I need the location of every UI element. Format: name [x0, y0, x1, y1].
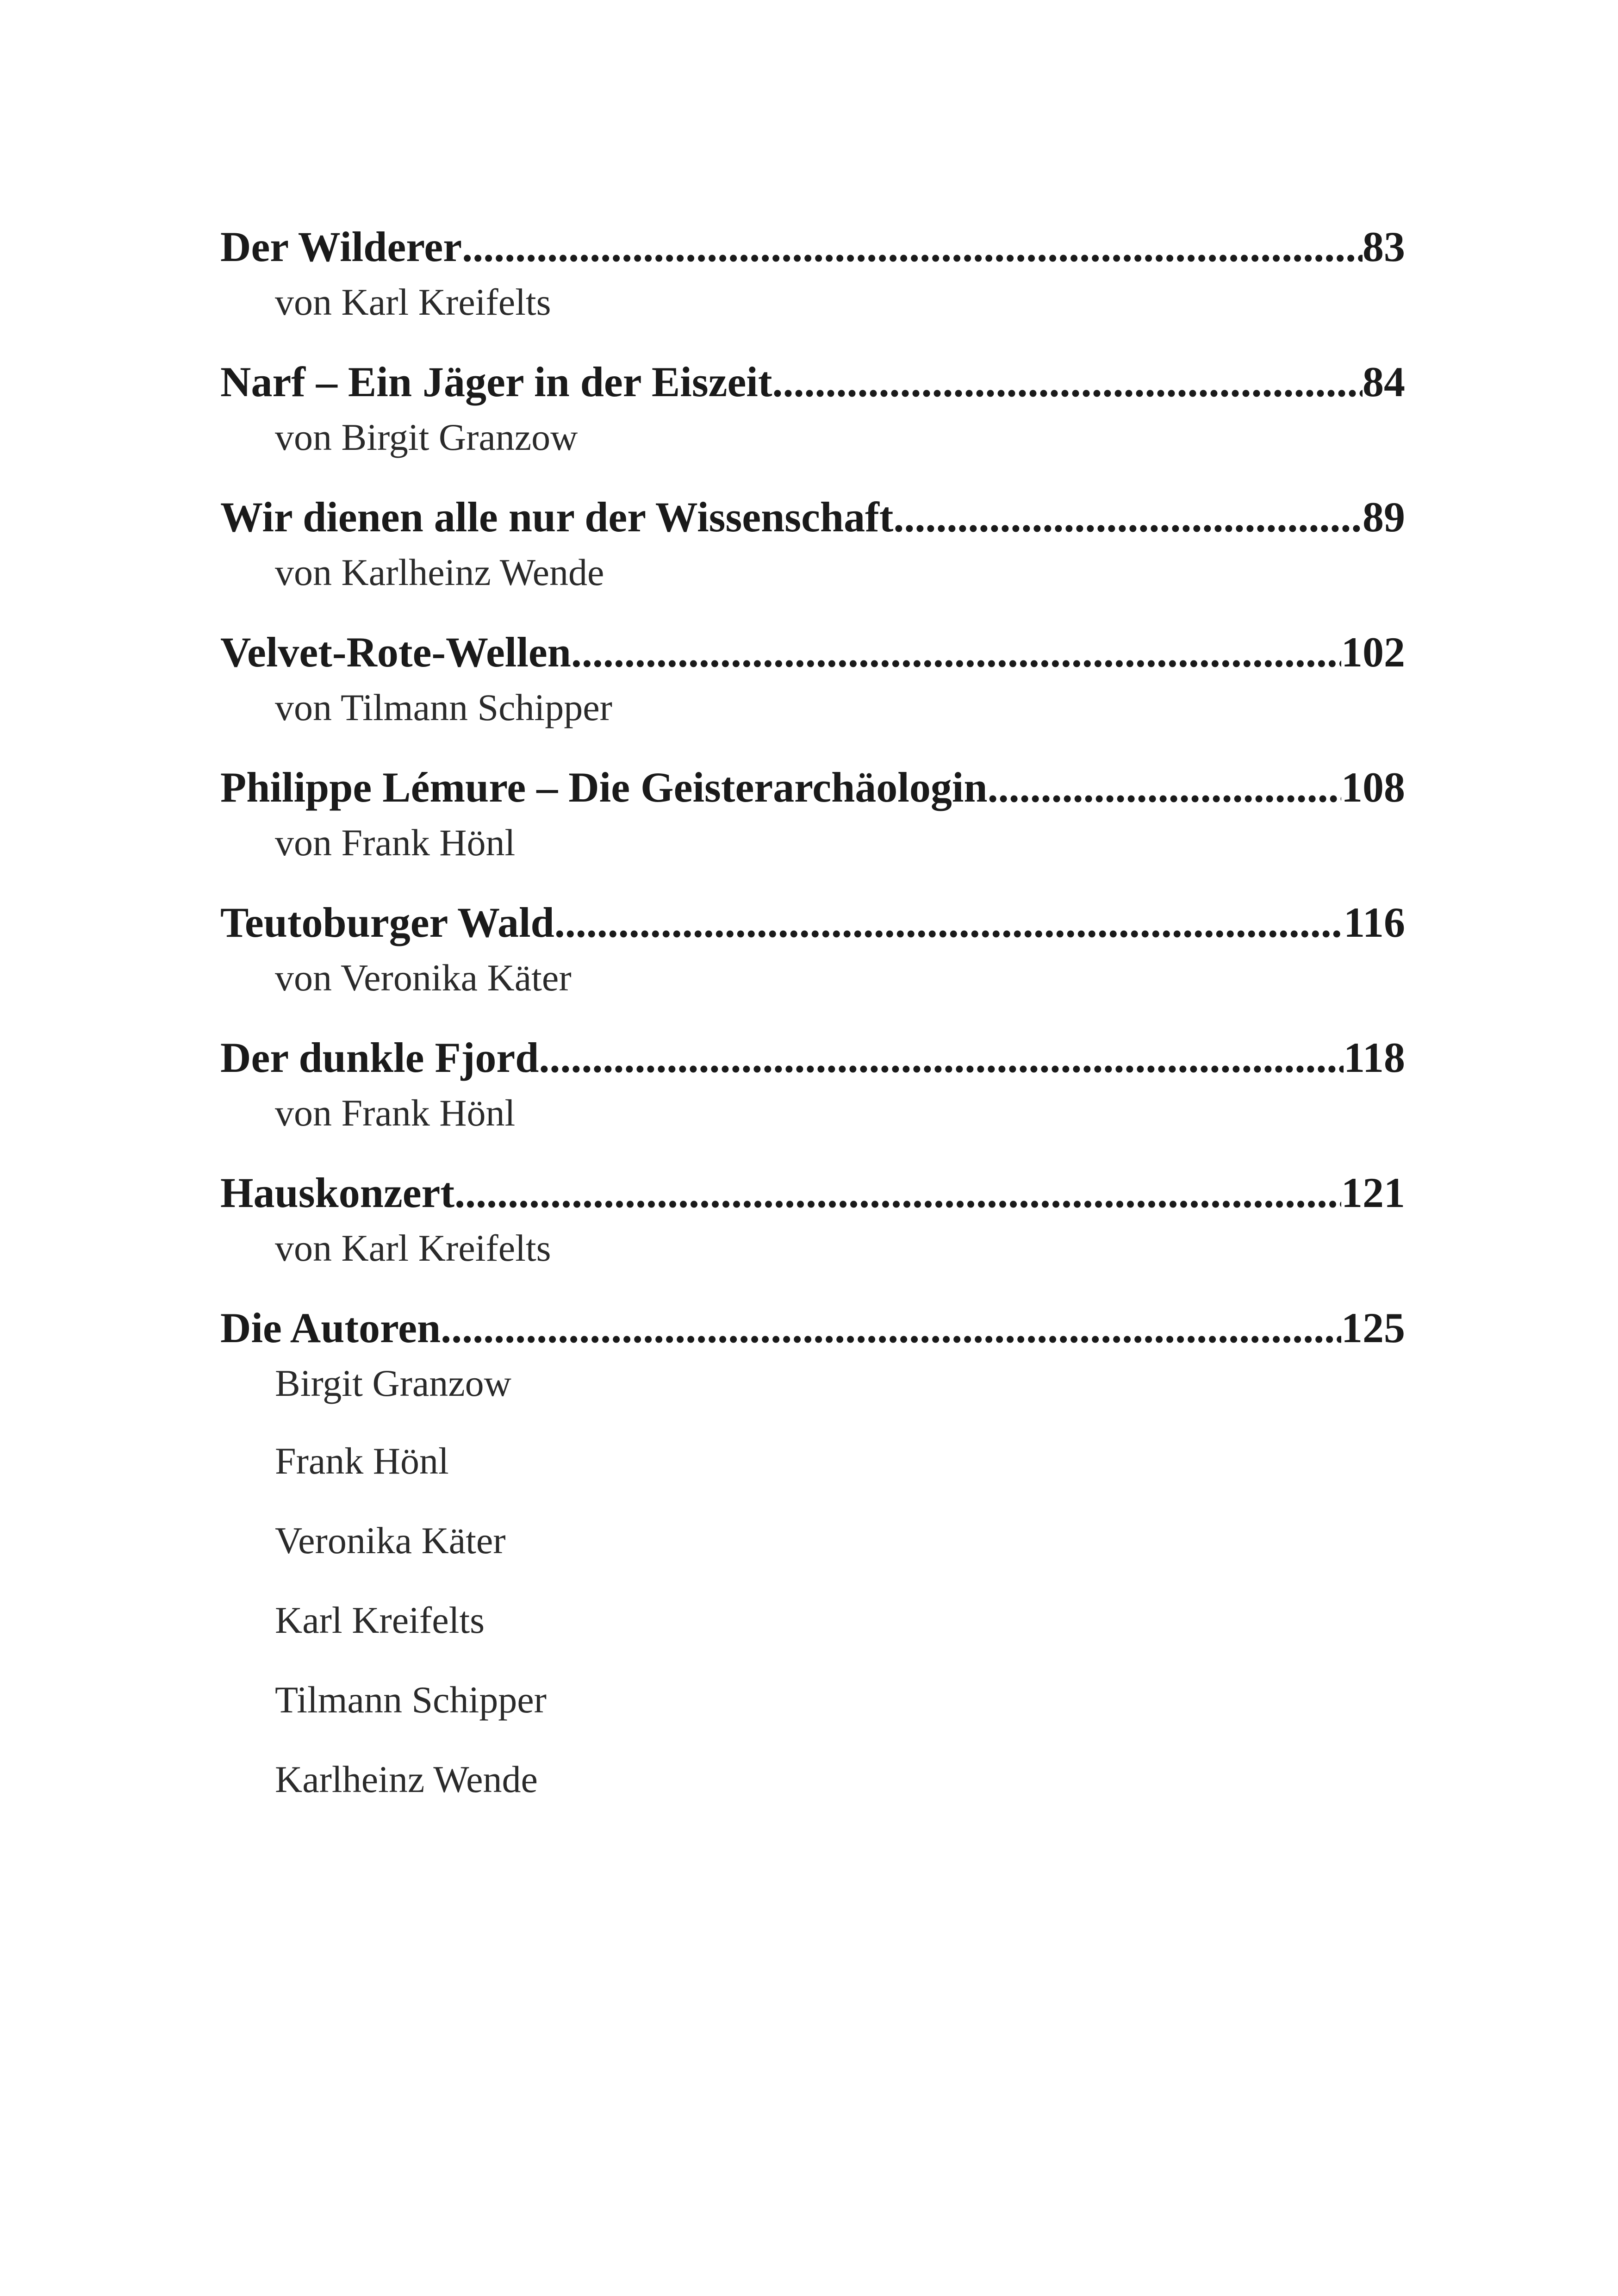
toc-entry[interactable] — [220, 217, 1405, 352]
author-name: Karlheinz Wende — [275, 1758, 538, 1800]
toc-entry[interactable] — [220, 487, 1405, 622]
dot-leader — [571, 622, 1341, 682]
page-number: 102 — [1341, 628, 1405, 676]
dot-leader — [988, 757, 1341, 817]
entry-title: Teutoburger Wald — [220, 899, 554, 946]
page-number: 118 — [1344, 1034, 1405, 1081]
table-of-contents — [220, 217, 1405, 1834]
author-name: Birgit Granzow — [275, 1362, 511, 1404]
entry-author: von Frank Hönl — [275, 821, 516, 864]
dot-leader — [454, 1163, 1341, 1223]
entry-title: Der Wilderer — [220, 223, 462, 270]
page-number: 108 — [1341, 764, 1405, 811]
page-number: 125 — [1341, 1304, 1405, 1351]
entry-author: von Karlheinz Wende — [275, 551, 604, 593]
toc-entry-authors[interactable] — [220, 1298, 1405, 1834]
toc-entry[interactable] — [220, 757, 1405, 892]
entry-title: Der dunkle Fjord — [220, 1034, 539, 1081]
entry-author: von Veronika Käter — [275, 957, 572, 999]
page-number: 84 — [1363, 358, 1405, 405]
page-number: 89 — [1363, 493, 1405, 541]
author-name: Frank Hönl — [275, 1440, 449, 1482]
dot-leader — [539, 1027, 1344, 1088]
entry-title: Die Autoren — [220, 1304, 441, 1351]
entry-author: von Tilmann Schipper — [275, 686, 612, 728]
entry-author: von Karl Kreifelts — [275, 281, 551, 323]
entry-title: Narf – Ein Jäger in der Eiszeit — [220, 358, 772, 405]
toc-entry[interactable] — [220, 892, 1405, 1027]
toc-entry[interactable] — [220, 352, 1405, 487]
author-name: Veronika Käter — [275, 1519, 506, 1562]
toc-entry[interactable] — [220, 1027, 1405, 1163]
entry-title: Velvet-Rote-Wellen — [220, 628, 571, 676]
author-list — [220, 1358, 1405, 1834]
entry-title: Philippe Lémure – Die Geisterarchäologin — [220, 764, 988, 811]
dot-leader — [441, 1298, 1341, 1358]
entry-title: Hauskonzert — [220, 1169, 454, 1216]
entry-title: Wir dienen alle nur der Wissenschaft — [220, 493, 894, 541]
toc-entry[interactable] — [220, 1163, 1405, 1298]
page-number: 116 — [1344, 899, 1405, 946]
author-name: Tilmann Schipper — [275, 1679, 547, 1721]
page-number: 83 — [1363, 223, 1405, 270]
dot-leader — [772, 352, 1363, 412]
page-number: 121 — [1341, 1169, 1405, 1216]
author-name: Karl Kreifelts — [275, 1599, 485, 1641]
entry-author: von Karl Kreifelts — [275, 1227, 551, 1269]
toc-entry[interactable] — [220, 622, 1405, 757]
dot-leader — [462, 217, 1363, 277]
entry-author: von Birgit Granzow — [275, 416, 578, 458]
entry-author: von Frank Hönl — [275, 1092, 516, 1134]
dot-leader — [893, 487, 1363, 547]
dot-leader — [554, 892, 1344, 952]
